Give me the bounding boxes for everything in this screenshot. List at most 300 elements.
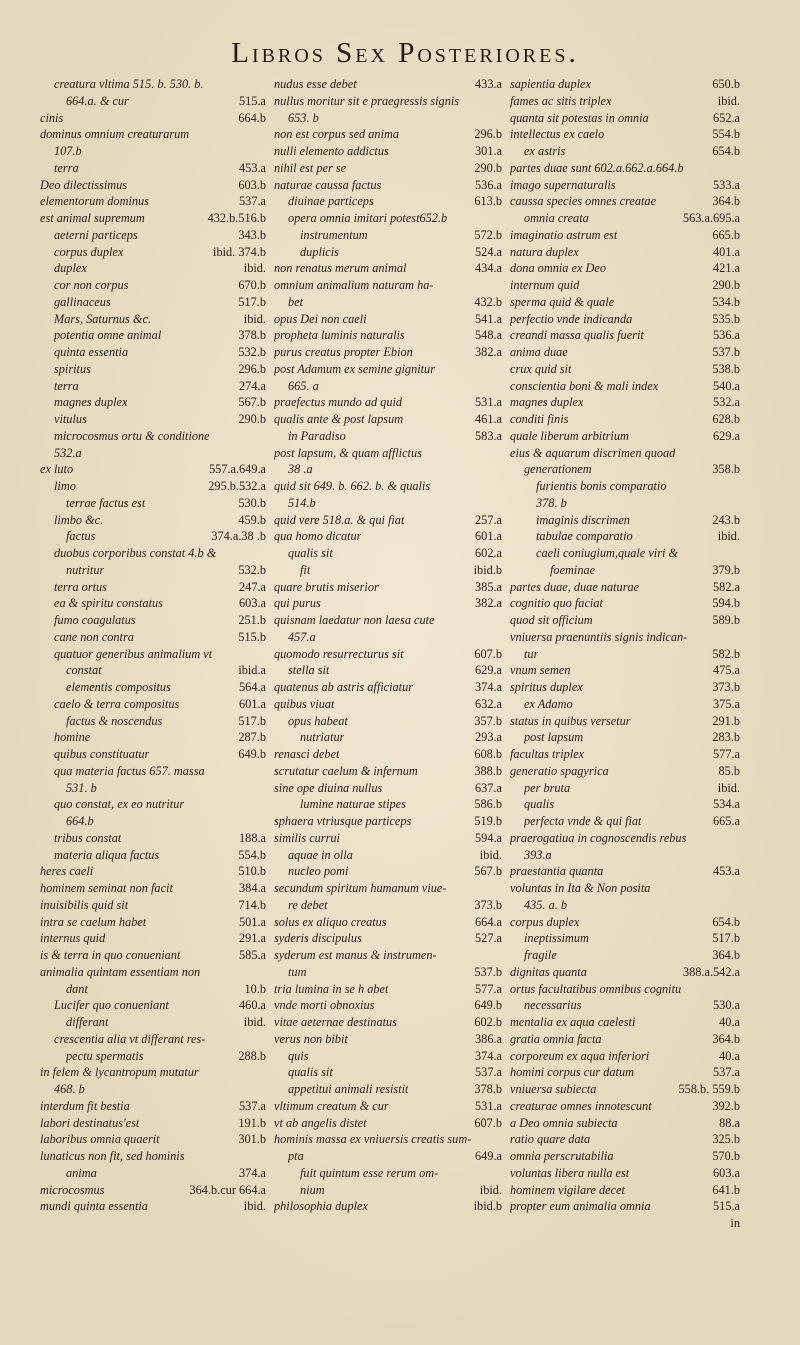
index-column-2 xyxy=(274,76,502,1232)
page-reference: 382.a xyxy=(475,345,502,359)
index-term: natura duplex xyxy=(510,244,579,259)
index-entry xyxy=(274,796,502,813)
index-entry xyxy=(274,1064,502,1081)
page-reference: 664.a xyxy=(475,914,502,929)
page-reference: 40.a xyxy=(719,1048,740,1063)
index-entry xyxy=(274,361,502,378)
index-entry xyxy=(274,662,502,679)
index-term: facultas triplex xyxy=(510,747,585,761)
index-term: vniuersa subiecta xyxy=(510,1082,597,1096)
page-reference: 475.a xyxy=(713,663,740,678)
index-entry xyxy=(274,244,502,261)
index-entry xyxy=(510,897,740,914)
index-entry xyxy=(274,394,502,411)
page-reference: 537.a xyxy=(475,1065,502,1080)
index-term: est animal supremum xyxy=(40,211,145,225)
page-reference: 531.a xyxy=(475,1098,502,1113)
index-term: per bruta xyxy=(524,780,571,795)
page-reference: 382.a xyxy=(475,596,502,611)
index-entry xyxy=(40,729,266,746)
index-entry xyxy=(510,478,740,495)
index-entry xyxy=(510,930,740,947)
page-reference: 364.b xyxy=(712,1031,740,1046)
index-entry xyxy=(274,1048,502,1065)
index-term: magnes duplex xyxy=(54,395,128,410)
index-entry xyxy=(510,1081,740,1098)
index-term: vnde morti obnoxius xyxy=(274,998,375,1013)
index-entry xyxy=(40,1131,266,1148)
index-entry xyxy=(40,1115,266,1132)
index-term: diuinae particeps xyxy=(288,194,374,209)
index-term: qualis sit xyxy=(288,546,333,560)
page-reference: 664.b xyxy=(238,110,266,125)
index-entry xyxy=(274,880,502,897)
index-term: vltimum creatum & cur xyxy=(274,1098,389,1113)
index-term: imago supernaturalis xyxy=(510,177,616,192)
index-entry xyxy=(40,344,266,361)
index-entry xyxy=(40,110,266,127)
page-reference: 296.b xyxy=(474,127,502,142)
index-entry xyxy=(274,780,502,797)
index-entry xyxy=(40,495,266,512)
page-reference: 607.b xyxy=(474,1115,502,1130)
index-term: nulli elemento addictus xyxy=(274,144,389,158)
page-reference: ibid.a xyxy=(238,663,266,678)
index-term: omnia creata xyxy=(524,211,589,225)
index-entry xyxy=(40,528,266,545)
page-reference: 602.a xyxy=(475,546,502,560)
page-reference: 459.b xyxy=(238,512,266,527)
index-term: similis currui xyxy=(274,830,340,845)
index-term: dominus omnium creaturarum xyxy=(40,127,190,142)
index-entry xyxy=(274,1115,502,1132)
index-term: post lapsum, & quam afflictus xyxy=(274,445,422,460)
index-column-1 xyxy=(40,76,266,1232)
index-term: qua materia factus 657. massa xyxy=(54,763,205,778)
index-entry xyxy=(40,411,266,428)
index-term: partes duae, duae naturae xyxy=(510,579,640,594)
index-entry xyxy=(40,562,266,579)
index-term: microcosmus xyxy=(40,1182,105,1197)
page-reference: 563.a.695.a xyxy=(682,211,740,225)
index-term: 532.a xyxy=(54,445,82,460)
index-entry xyxy=(40,914,266,931)
page-reference: 567.b xyxy=(238,395,266,410)
page-reference: 603.a xyxy=(239,596,266,611)
page-reference: 548.a xyxy=(475,328,502,343)
index-term: is & terra in quo conueniant xyxy=(40,948,181,962)
index-term: vt ab angelis distet xyxy=(274,1115,367,1130)
index-term: furientis bonis comparatio xyxy=(536,479,667,493)
index-term: fames ac sitis triplex xyxy=(510,93,612,108)
page-reference: 384.a xyxy=(239,881,266,895)
index-entry xyxy=(40,93,266,110)
index-term: aeterni particeps xyxy=(54,227,138,242)
page-reference: 530.a xyxy=(713,998,740,1013)
index-term: pectu spermatis xyxy=(66,1048,144,1063)
index-entry xyxy=(510,1182,740,1199)
index-entry xyxy=(274,1098,502,1115)
index-term: qualis xyxy=(524,797,555,812)
index-entry xyxy=(274,914,502,931)
index-term: nudus esse debet xyxy=(274,77,357,91)
page-reference: 375.a xyxy=(713,696,740,711)
index-term: tur xyxy=(524,646,539,661)
index-entry xyxy=(510,763,740,780)
page-reference: 650.b xyxy=(712,77,740,91)
index-entry xyxy=(510,746,740,763)
index-term: creaturae omnes innotescunt xyxy=(510,1098,652,1113)
index-term: nucleo pomi xyxy=(288,864,349,879)
page-reference: 594.b xyxy=(712,596,740,611)
index-entry xyxy=(40,813,266,830)
index-term: homini corpus cur datum xyxy=(510,1065,634,1080)
index-entry xyxy=(510,244,740,261)
index-term: propter eum animalia omnia xyxy=(510,1199,651,1214)
index-entry xyxy=(274,110,502,127)
index-term: fit xyxy=(300,562,311,577)
page-reference: 535.b xyxy=(712,311,740,326)
index-entry xyxy=(40,545,266,562)
index-entry xyxy=(40,646,266,663)
index-entry xyxy=(274,461,502,478)
page-reference: 378.b xyxy=(474,1082,502,1096)
index-term: quid vere 518.a. & qui fiat xyxy=(274,512,405,527)
index-term: bet xyxy=(288,294,304,309)
index-entry xyxy=(510,344,740,361)
index-entry xyxy=(40,629,266,646)
index-term: creandi massa qualis fuerit xyxy=(510,328,644,343)
index-entry xyxy=(510,93,740,110)
index-entry xyxy=(274,1198,502,1215)
page-reference: 288.b xyxy=(238,1048,266,1063)
index-term: homine xyxy=(54,730,91,745)
index-term: 107.b xyxy=(54,144,82,158)
index-entry xyxy=(274,947,502,964)
page-reference: 432.b xyxy=(474,294,502,309)
index-term: caelo & terra compositus xyxy=(54,696,180,711)
index-entry xyxy=(40,177,266,194)
page-reference: 373.b xyxy=(712,680,740,694)
index-term: magnes duplex xyxy=(510,395,584,410)
page-reference: 392.b xyxy=(712,1098,740,1113)
index-entry xyxy=(274,612,502,629)
index-entry xyxy=(510,629,740,646)
page-reference: 649.b xyxy=(474,998,502,1013)
index-entry xyxy=(40,746,266,763)
page-reference: 537.a xyxy=(239,194,266,209)
page-reference: 290.b xyxy=(474,160,502,175)
index-entry xyxy=(510,227,740,244)
index-term: internus quid xyxy=(40,931,106,946)
page-reference: 374.a xyxy=(475,1048,502,1063)
index-entry xyxy=(510,880,740,897)
index-term: opus Dei non caeli xyxy=(274,311,367,326)
index-term: 468. b xyxy=(54,1082,85,1096)
index-term: vniuersa praenuntiis signis indican- xyxy=(510,629,688,644)
index-entry xyxy=(40,847,266,864)
index-entry xyxy=(40,579,266,596)
index-entry xyxy=(510,143,740,160)
page-reference: 293.a xyxy=(475,730,502,745)
index-entry xyxy=(40,227,266,244)
index-term: 664.a. & cur xyxy=(66,93,129,108)
index-term: internum quid xyxy=(510,278,580,292)
index-term: philosophia duplex xyxy=(274,1199,368,1214)
index-term: secundum spiritum humanum viue- xyxy=(274,881,447,895)
index-entry xyxy=(510,461,740,478)
page-reference: 373.b xyxy=(474,897,502,912)
index-entry xyxy=(274,646,502,663)
index-term: solus ex aliquo creatus xyxy=(274,914,387,929)
index-entry xyxy=(510,997,740,1014)
index-term: voluntas in Ita & Non posita xyxy=(510,881,651,895)
page-reference: ibid. xyxy=(243,261,266,276)
page-reference: ibid. xyxy=(717,529,740,544)
index-term: quanta sit potestas in omnia xyxy=(510,110,649,125)
page-reference: ibid. xyxy=(717,780,740,795)
index-entry xyxy=(274,193,502,210)
index-entry xyxy=(510,361,740,378)
page-reference: ibid.b xyxy=(473,562,502,577)
page-reference: 388.b xyxy=(474,763,502,778)
index-term: ex astris xyxy=(524,144,566,158)
page-reference: 538.b xyxy=(712,361,740,376)
index-term: quisnam laedatur non laesa cute xyxy=(274,613,435,627)
index-entry xyxy=(274,1182,502,1199)
page-reference: 603.a xyxy=(713,1165,740,1180)
index-term: limbo &c. xyxy=(54,512,104,527)
page-reference: 649.a xyxy=(475,1149,502,1163)
page-reference: 628.b xyxy=(712,412,740,426)
index-term: re debet xyxy=(288,897,328,912)
index-entry xyxy=(274,143,502,160)
index-entry xyxy=(40,445,266,462)
index-term: lunaticus non fit, sed hominis xyxy=(40,1149,185,1163)
index-term: ineptissimum xyxy=(524,931,589,946)
index-term: labori destinatus'est xyxy=(40,1115,140,1130)
index-term: Mars, Saturnus &c. xyxy=(54,311,152,326)
index-term: corporeum ex aqua inferiori xyxy=(510,1048,650,1063)
index-term: nutriatur xyxy=(300,730,345,745)
index-entry xyxy=(510,394,740,411)
index-entry xyxy=(510,311,740,328)
index-entry xyxy=(510,595,740,612)
index-term: caussa species omnes creatae xyxy=(510,194,657,209)
index-term: constat xyxy=(66,663,102,678)
index-entry xyxy=(510,662,740,679)
index-entry xyxy=(510,780,740,797)
index-entry xyxy=(510,1048,740,1065)
index-term: perfecta vnde & qui fiat xyxy=(524,814,642,828)
index-entry xyxy=(40,880,266,897)
index-entry xyxy=(40,662,266,679)
index-term: anima duae xyxy=(510,345,568,359)
index-entry xyxy=(274,478,502,495)
index-entry xyxy=(40,696,266,713)
index-entry xyxy=(40,947,266,964)
index-entry xyxy=(40,1048,266,1065)
index-term: status in quibus versetur xyxy=(510,713,631,728)
page-reference: 290.b xyxy=(712,278,740,292)
index-term: mundi quinta essentia xyxy=(40,1199,148,1214)
index-term: 514.b xyxy=(288,495,316,510)
index-term: terrae factus est xyxy=(66,495,146,510)
index-term: sapientia duplex xyxy=(510,77,591,91)
page-reference: 554.b xyxy=(238,847,266,862)
page-reference: 649.b xyxy=(238,747,266,761)
page-reference: 570.b xyxy=(712,1149,740,1163)
page-reference: 654.b xyxy=(712,914,740,929)
index-term: factus & noscendus xyxy=(66,713,163,728)
index-entry xyxy=(40,612,266,629)
index-entry xyxy=(274,1131,502,1148)
index-entry xyxy=(40,897,266,914)
index-term: inuisibilis quid sit xyxy=(40,897,129,912)
index-entry xyxy=(40,76,266,93)
page-reference: 524.a xyxy=(475,244,502,259)
index-entry xyxy=(40,361,266,378)
index-entry xyxy=(510,411,740,428)
index-entry xyxy=(510,1198,740,1215)
index-term: nihil est per se xyxy=(274,160,347,175)
index-term: fumo coagulatus xyxy=(54,613,136,627)
index-entry xyxy=(40,1165,266,1182)
page-reference: 537.b xyxy=(474,964,502,979)
index-term: in felem & lycantropum mutatur xyxy=(40,1065,199,1080)
page-reference: 629.a xyxy=(713,428,740,443)
page-reference: 601.a xyxy=(475,529,502,544)
index-term: vitulus xyxy=(54,412,87,426)
page-reference: 517.b xyxy=(712,931,740,946)
index-entry xyxy=(510,914,740,931)
page-reference: 251.b xyxy=(238,613,266,627)
page-reference: 343.b xyxy=(238,227,266,242)
index-entry xyxy=(40,1014,266,1031)
page-reference: ibid. xyxy=(717,93,740,108)
index-term: qualis ante & post lapsum xyxy=(274,412,404,426)
page-reference: 540.a xyxy=(713,378,740,393)
index-term: omnium animalium naturam ha- xyxy=(274,278,434,292)
index-term: animalia quintam essentiam non xyxy=(40,964,201,979)
index-entry xyxy=(510,1148,740,1165)
index-term: lumine naturae stipes xyxy=(300,797,406,812)
page-reference: ibid. xyxy=(243,1015,266,1029)
index-term: qualis sit xyxy=(288,1065,333,1080)
index-entry xyxy=(274,696,502,713)
index-entry xyxy=(510,947,740,964)
index-term: aquae in olla xyxy=(288,847,353,862)
index-term: scrutatur caelum & infernum xyxy=(274,763,418,778)
index-term: nium xyxy=(300,1182,325,1197)
index-entry xyxy=(40,679,266,696)
index-entry xyxy=(40,461,266,478)
index-entry xyxy=(274,311,502,328)
index-term: non renatus merum animal xyxy=(274,261,407,276)
index-entry xyxy=(274,126,502,143)
page-reference: 537.a xyxy=(239,1098,266,1113)
index-entry xyxy=(510,729,740,746)
page-reference: 629.a xyxy=(475,663,502,678)
index-entry xyxy=(40,997,266,1014)
page-reference: 652.a xyxy=(713,110,740,125)
index-term: corpus duplex xyxy=(510,914,580,929)
page-reference: ibid. xyxy=(243,311,266,326)
index-term: spiritus xyxy=(54,361,91,376)
index-entry xyxy=(510,495,740,512)
index-term: potentia omne animal xyxy=(54,328,162,343)
index-term: elementorum dominus xyxy=(40,194,149,209)
index-entry xyxy=(510,981,740,998)
page-reference: 589.b xyxy=(712,613,740,627)
index-term: praestantia quanta xyxy=(510,864,604,879)
index-entry xyxy=(40,244,266,261)
index-term: eius & aquarum discrimen quoad xyxy=(510,445,676,460)
page-reference: 386.a xyxy=(475,1031,502,1046)
page-reference: 608.b xyxy=(474,747,502,761)
page-reference: 296.b xyxy=(238,361,266,376)
index-term: spiritus duplex xyxy=(510,680,583,694)
index-entry xyxy=(510,277,740,294)
index-term: 531. b xyxy=(66,780,97,795)
index-term: caeli coniugium,quale viri & xyxy=(536,546,679,560)
index-term: terra ortus xyxy=(54,579,107,594)
running-header: Libros Sex Posteriores. xyxy=(231,37,579,69)
index-entry xyxy=(510,1098,740,1115)
index-term: elementis compositus xyxy=(66,680,171,694)
index-entry xyxy=(510,160,740,177)
page-reference: 558.b. 559.b xyxy=(678,1082,740,1096)
index-entry xyxy=(510,76,740,93)
index-term: cognitio quo faciat xyxy=(510,596,603,611)
page-reference: 388.a.542.a xyxy=(682,964,740,979)
page-reference: 613.b xyxy=(474,194,502,209)
page-reference: 586.b xyxy=(474,797,502,812)
index-entry xyxy=(510,1014,740,1031)
index-entry xyxy=(510,863,740,880)
index-entry xyxy=(40,478,266,495)
index-entry xyxy=(274,1031,502,1048)
page-reference: 385.a xyxy=(475,579,502,594)
page-reference: 534.a xyxy=(713,797,740,812)
page-reference: 714.b xyxy=(238,897,266,912)
index-entry xyxy=(40,160,266,177)
page-reference: 295.b.532.a xyxy=(208,479,266,493)
page-reference: 432.b.516.b xyxy=(207,211,266,225)
index-term: nullus moritur sit e praegressis signis xyxy=(274,93,460,108)
index-entry xyxy=(510,1165,740,1182)
index-term: hominis massa ex vniuersis creatis sum- xyxy=(274,1132,472,1147)
index-term: sphaera vtriusque particeps xyxy=(274,814,412,828)
page-reference: 274.a xyxy=(239,378,266,393)
index-term: heres caeli xyxy=(40,864,94,879)
index-entry xyxy=(510,327,740,344)
page-reference: 515.a xyxy=(239,93,266,108)
index-entry xyxy=(274,1148,502,1165)
index-entry xyxy=(510,545,740,562)
index-term: cinis xyxy=(40,110,64,125)
index-term: Deo dilectissimus xyxy=(40,177,128,192)
page-reference: 301.b xyxy=(238,1132,266,1147)
index-entry xyxy=(274,227,502,244)
index-term: laboribus omnia quaerit xyxy=(40,1132,160,1147)
index-term: quinta essentia xyxy=(54,345,129,359)
index-term: sperma quid & quale xyxy=(510,294,615,309)
index-term: 664.b xyxy=(66,814,94,828)
index-term: fuit quintum esse rerum om- xyxy=(300,1165,439,1180)
page-reference: 421.a xyxy=(713,261,740,276)
index-entry xyxy=(274,1081,502,1098)
